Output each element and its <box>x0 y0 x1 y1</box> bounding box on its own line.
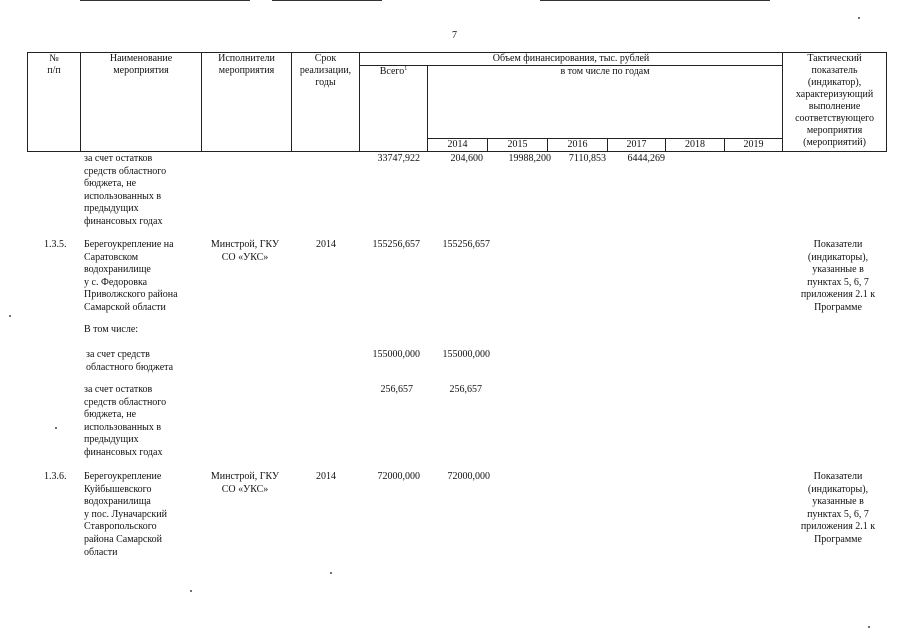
header-num: № п/п <box>47 53 61 76</box>
scan-speck <box>9 315 11 317</box>
row-2-name: В том числе: <box>84 324 139 335</box>
row-0-name: за счет остатков средств областного бюджета, не использованных в предыдущих финансовых годах <box>84 153 167 227</box>
row-4-2014: 256,657 <box>449 384 482 395</box>
row-5-term: 2014 <box>316 471 336 482</box>
row-0-2014: 204,600 <box>450 153 483 164</box>
header-year-2014: 2014 <box>447 139 468 150</box>
row-5-total: 72000,000 <box>377 471 420 482</box>
header-executors: Исполнители мероприятия <box>218 53 275 76</box>
row-0-2016: 7110,853 <box>568 153 606 164</box>
row-3-name: за счет средств областного бюджета <box>86 349 174 373</box>
row-1-2014: 155256,657 <box>442 239 490 250</box>
header-term: Срок реализации, годы <box>299 53 352 88</box>
row-0-2017: 6444,269 <box>627 153 665 164</box>
header-year-2015: 2015 <box>507 139 528 150</box>
row-0-2015: 19988,200 <box>508 153 551 164</box>
scan-speck <box>190 590 192 592</box>
header-year-2016: 2016 <box>567 139 588 150</box>
page-number: 7 <box>452 30 457 41</box>
row-5-indicator: Показатели (индикаторы), указанные в пунктах 5, 6, 7 приложения 2.1 к Программе <box>800 471 876 545</box>
scan-speck <box>858 17 860 19</box>
header-by-years: в том числе по годам <box>560 66 650 77</box>
row-5-name: Берегоукрепление Куйбышевского водохранилища у пос. Луначарский Ставропольского района Самарской области <box>84 471 167 558</box>
row-0-total: 33747,922 <box>377 153 420 164</box>
row-3-2014: 155000,000 <box>442 349 490 360</box>
row-1-executor: Минстрой, ГКУ СО «УКС» <box>210 239 280 263</box>
header-total-footnote: 1 <box>404 66 408 72</box>
table-header <box>27 52 887 152</box>
scan-edge-line <box>272 0 382 1</box>
row-4-total: 256,657 <box>380 384 413 395</box>
header-year-2017: 2017 <box>626 139 647 150</box>
row-1-indicator: Показатели (индикаторы), указанные в пунктах 5, 6, 7 приложения 2.1 к Программе <box>800 239 876 313</box>
scan-speck <box>55 427 57 429</box>
scan-speck <box>868 626 870 628</box>
header-volume: Объем финансирования, тыс. рублей <box>492 53 650 64</box>
header-year-2018: 2018 <box>685 139 705 150</box>
row-1-total: 155256,657 <box>372 239 420 250</box>
scan-speck <box>330 572 332 574</box>
row-4-name: за счет остатков средств областного бюджета, не использованных в предыдущих финансовых годах <box>84 384 167 458</box>
header-total: Всего <box>379 66 405 77</box>
header-name: Наименование мероприятия <box>109 53 173 76</box>
header-indicator: Тактический показатель (индикатор), характеризующий выполнение соответствующего мероприятия (мероприятий) <box>795 53 874 148</box>
row-1-name: Берегоукрепление на Саратовском водохранилище у с. Федоровка Приволжского района Самарской области <box>84 239 178 313</box>
row-5-executor: Минстрой, ГКУ СО «УКС» <box>210 471 280 495</box>
scan-edge-line <box>80 0 250 1</box>
row-5-2014: 72000,000 <box>447 471 490 482</box>
row-1-num: 1.3.5. <box>44 239 67 250</box>
row-1-term: 2014 <box>316 239 336 250</box>
header-year-2019: 2019 <box>743 139 764 150</box>
row-3-total: 155000,000 <box>372 349 420 360</box>
scan-edge-line <box>540 0 770 1</box>
row-5-num: 1.3.6. <box>44 471 67 482</box>
